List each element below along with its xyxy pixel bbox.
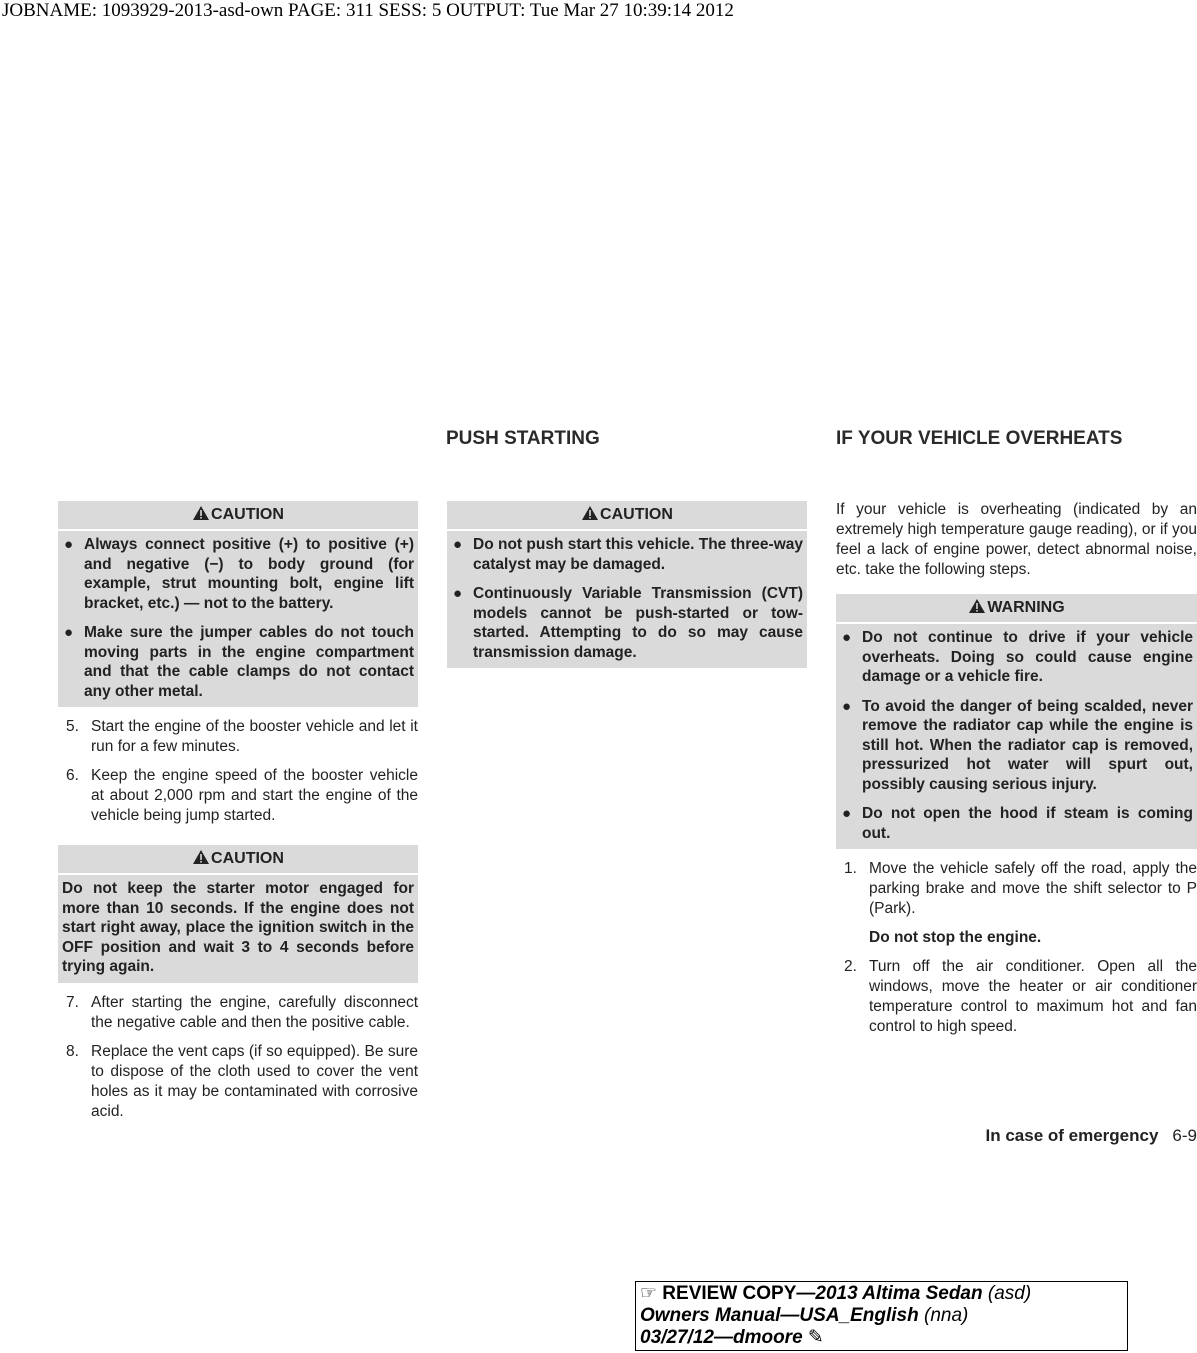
review-copy-box: ☞ REVIEW COPY—2013 Altima Sedan (asd) Owners Manual—USA_English (nna) 03/27/12—dmoore ✎ — [635, 1281, 1128, 1351]
page-number: 6-9 — [1172, 1126, 1197, 1145]
list-item: ● Do not push start this vehicle. The three-way catalyst may be damaged. — [453, 536, 803, 573]
caution-box-push-start — [447, 501, 807, 668]
bullet-icon: ● — [842, 629, 852, 646]
heading-vehicle-overheats: IF YOUR VEHICLE OVERHEATS — [836, 428, 1123, 449]
warning-triangle-icon — [581, 505, 599, 521]
warning-triangle-icon — [968, 598, 986, 614]
warning-triangle-icon — [192, 505, 210, 521]
caution-title: CAUTION — [58, 845, 418, 875]
list-item: 8. Replace the vent caps (if so equipped). Be sure to dispose of the cloth used to cover the vent holes as it may be contaminated with corrosive acid. — [66, 1042, 418, 1120]
footer-section: In case of emergency — [985, 1126, 1159, 1145]
list-item: ● Do not open the hood if steam is coming out. — [842, 805, 1193, 842]
list-item: ● Always connect positive (+) to positive (+) and negative (−) to body ground (for example, strut mounting bolt, engine lift bracket, etc.) — not to the battery. — [64, 536, 414, 612]
list-item: ● To avoid the danger of being scalded, never remove the radiator cap while the engine is still hot. When the radiator cap is removed, pressurized hot water will spurt out, possibly causing serious injury. — [842, 697, 1193, 793]
bullet-icon: ● — [64, 624, 74, 641]
bullet-icon: ● — [453, 585, 463, 602]
overheat-intro: If your vehicle is overheating (indicated by an extremely high temperature gauge reading), or if you feel a lack of engine power, detect abnormal noise, etc. take the following steps. — [836, 501, 1197, 578]
list-item: ● Continuously Variable Transmission (CVT) models cannot be push-started or tow-started. Attempting to do so may cause transmission damage. — [453, 585, 803, 661]
list-item: 5. Start the engine of the booster vehicle and let it run for a few minutes. — [66, 718, 418, 755]
warning-triangle-icon — [192, 849, 210, 865]
bullet-icon: ● — [64, 536, 74, 553]
list-item: ● Make sure the jumper cables do not touch moving parts in the engine compartment and that the cable clamps do not contact any other metal. — [64, 624, 414, 700]
right-column — [836, 500, 1197, 1046]
steps-list — [58, 717, 418, 826]
warning-box-overheat — [836, 594, 1197, 849]
caution-box-starter — [58, 845, 418, 983]
list-item: 2. Turn off the air conditioner. Open all the windows, move the heater or air conditioner temperature control to maximum hot and fan control to high speed. — [844, 958, 1197, 1035]
bullet-icon: ● — [842, 697, 852, 715]
steps-list — [836, 859, 1197, 1037]
middle-column — [447, 501, 807, 668]
page-footer — [986, 1126, 1197, 1146]
bullet-icon: ● — [453, 536, 463, 553]
list-item: ● Do not continue to drive if your vehicle overheats. Doing so could cause engine damage or a vehicle fire. — [842, 629, 1193, 685]
list-item: 1. Move the vehicle safely off the road, apply the parking brake and move the shift selector to P (Park). Do not stop the engine. — [844, 860, 1197, 946]
step-note: Do not stop the engine. — [869, 929, 1042, 946]
bullet-icon: ● — [842, 805, 852, 822]
jobname-header: JOBNAME: 1093929-2013-asd-own PAGE: 311 SESS: 5 OUTPUT: Tue Mar 27 10:39:14 2012 — [2, 0, 734, 21]
caution-title: CAUTION — [447, 501, 807, 531]
steps-list — [58, 993, 418, 1122]
list-item: 7. After starting the engine, carefully disconnect the negative cable and then the positive cable. — [66, 993, 418, 1031]
caution-text: Do not keep the starter motor engaged for more than 10 seconds. If the engine does not start right away, place the ignition switch in the OFF position and wait 3 to 4 seconds before trying again. — [62, 880, 414, 975]
caution-title: CAUTION — [58, 501, 418, 531]
heading-push-starting: PUSH STARTING — [446, 428, 600, 449]
left-column — [58, 501, 418, 1131]
caution-box-jumper — [58, 501, 418, 707]
warning-title: WARNING — [836, 594, 1197, 624]
pencil-icon: ✎ — [802, 1327, 824, 1348]
list-item: 6. Keep the engine speed of the booster vehicle at about 2,000 rpm and start the engine of the vehicle being jump started. — [66, 767, 418, 824]
